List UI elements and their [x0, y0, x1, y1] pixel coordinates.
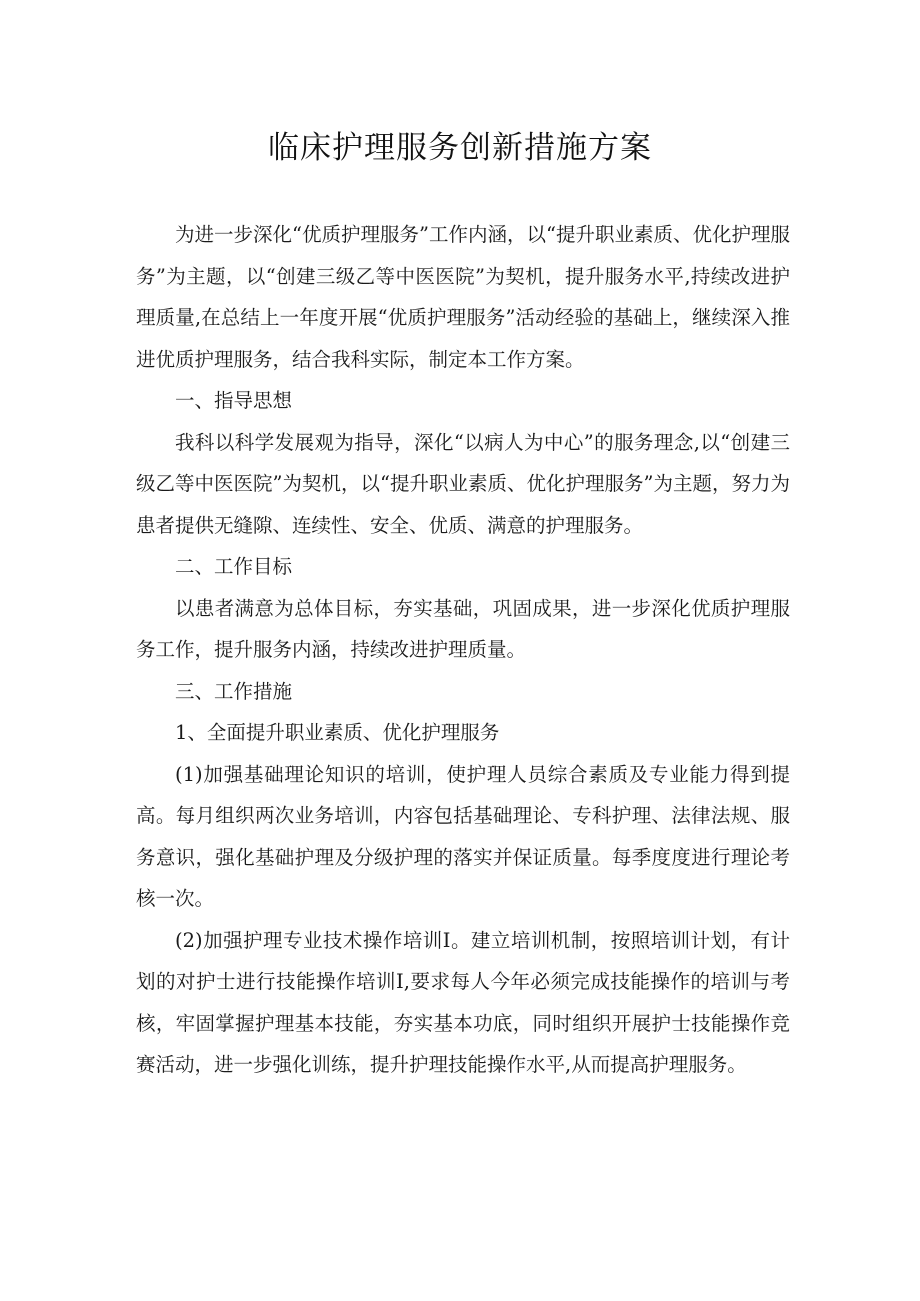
section-heading-guiding-ideology: 一、指导思想: [175, 389, 293, 412]
document-body: [136, 214, 790, 1086]
section-heading-work-goals: 二、工作目标: [175, 555, 293, 578]
measure-1-item-2: (2)加强护理专业技术操作培训I。建立培训机制，按照培训计划，有计划的对护士进行技能操作培训I,要求每人今年必须完成技能操作的培训与考核，牢固掌握护理基本技能，夯实基本功底，同时组织开展护士技能操作竞赛活动，进一步强化训练，提升护理技能操作水平,从而提高护理服务。: [136, 928, 790, 1076]
intro-paragraph: 为进一步深化“优质护理服务”工作内涵，以“提升职业素质、优化护理服务”为主题，以“创建三级乙等中医医院”为契机，提升服务水平,持续改进护理质量,在总结上一年度开展“优质护理服务”活动经验的基础上，继续深入推进优质护理服务，结合我科实际，制定本工作方案。: [136, 223, 790, 371]
document-title: 临床护理服务创新措施方案: [268, 130, 652, 166]
guiding-ideology-paragraph: 我科以科学发展观为指导，深化“以病人为中心”的服务理念,以“创建三级乙等中医医院”为契机，以“提升职业素质、优化护理服务”为主题，努力为患者提供无缝隙、连续性、安全、优质、满意的护理服务。: [136, 430, 790, 537]
measure-1-heading: 1、全面提升职业素质、优化护理服务: [175, 721, 500, 744]
section-heading-work-measures: 三、工作措施: [175, 679, 293, 703]
measure-1-item-1: (1)加强基础理论知识的培训，使护理人员综合素质及专业能力得到提高。每月组织两次业务培训，内容包括基础理论、专科护理、法律法规、服务意识，强化基础护理及分级护理的落实并保证质量。每季度度进行理论考核一次。: [136, 762, 790, 910]
work-goals-paragraph: 以患者满意为总体目标，夯实基础，巩固成果，进一步深化优质护理服务工作，提升服务内涵，持续改进护理质量。: [136, 596, 790, 661]
